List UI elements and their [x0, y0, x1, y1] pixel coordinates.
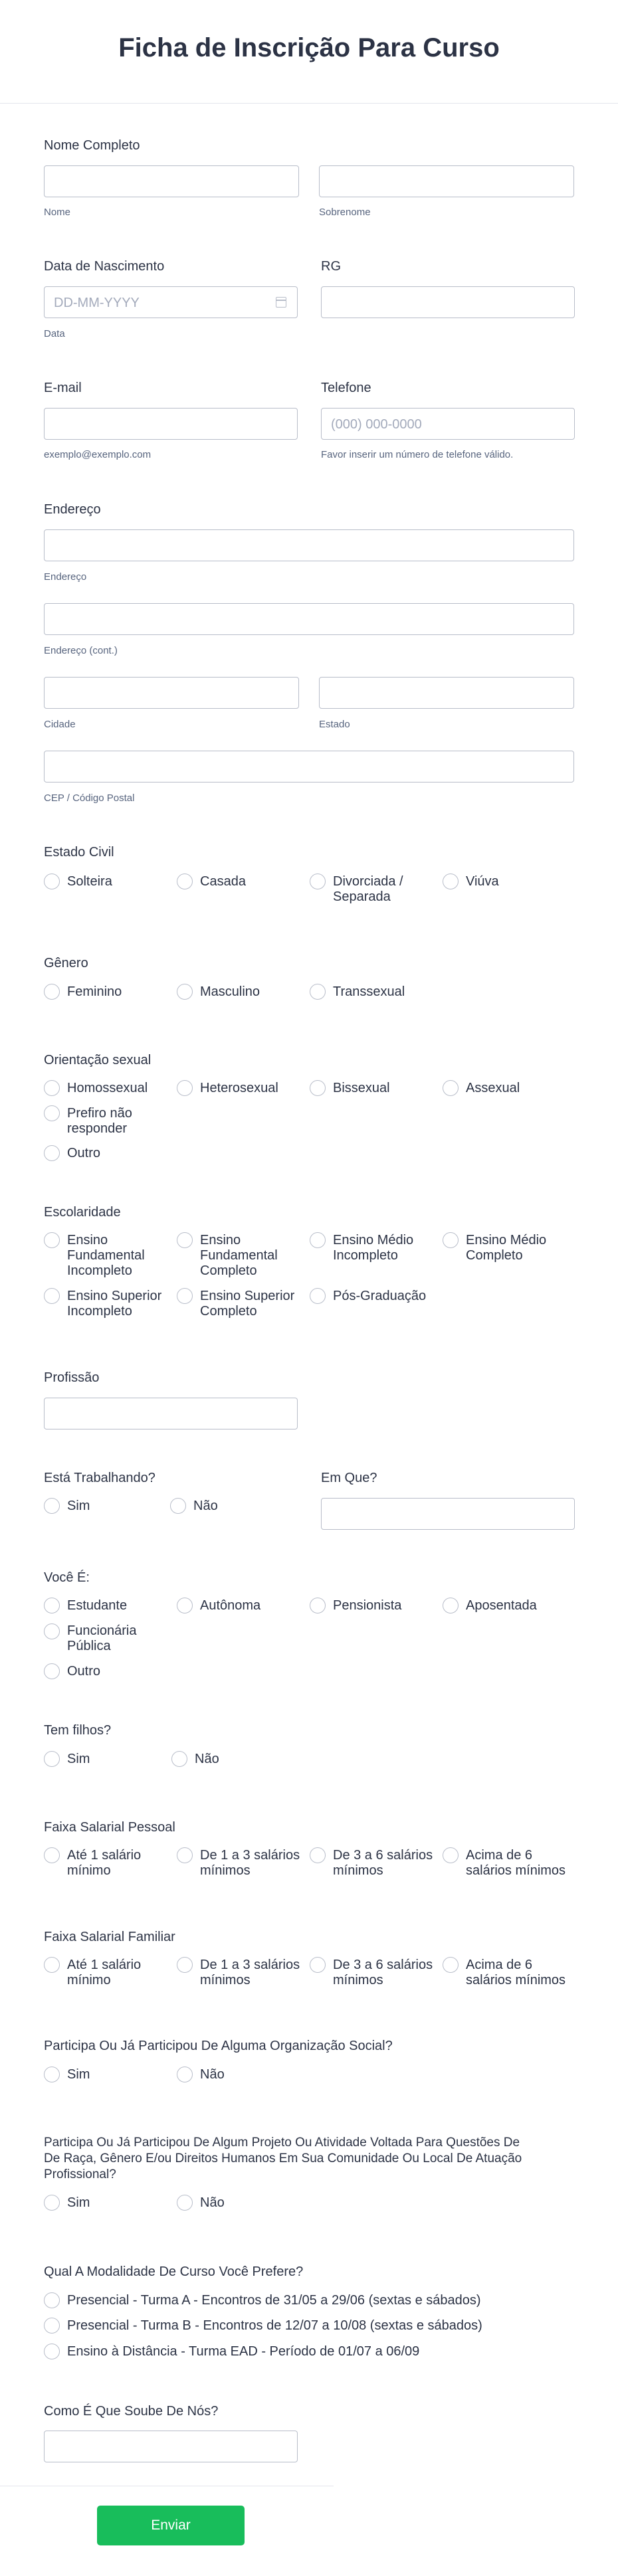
- address-label: Endereço: [44, 502, 101, 517]
- gender-feminino-label: Feminino: [67, 984, 122, 999]
- education-sup-comp-label-2: Completo: [200, 1304, 257, 1319]
- personal-salary-label: Faixa Salarial Pessoal: [44, 1820, 175, 1835]
- children-label: Tem filhos?: [44, 1723, 112, 1738]
- civil-viuva-label: Viúva: [466, 874, 499, 889]
- you-are-label: Você É:: [44, 1570, 90, 1585]
- civil-casada-label: Casada: [200, 874, 246, 889]
- education-sup-inc-label-2: Incompleto: [67, 1304, 132, 1319]
- email-sublabel: exemplo@exemplo.com: [44, 449, 152, 460]
- orientation-bissexual-label: Bissexual: [333, 1081, 390, 1095]
- you-are-autonoma-radio[interactable]: [177, 1598, 193, 1613]
- family-salary-1-label-2: mínimo: [67, 1973, 111, 1987]
- education-medio-comp-radio[interactable]: [443, 1232, 459, 1248]
- civil-solteira-radio[interactable]: [44, 874, 60, 889]
- civil-divorciada-label-2: Separada: [333, 889, 391, 904]
- you-are-estudante-radio[interactable]: [44, 1598, 60, 1613]
- working-nao-radio[interactable]: [170, 1498, 186, 1514]
- working-sim-label: Sim: [67, 1499, 90, 1513]
- family-salary-4-label: Acima de 6: [466, 1958, 533, 1972]
- family-salary-1-label: Até 1 salário: [67, 1958, 142, 1972]
- social-org-sim-label: Sim: [67, 2067, 90, 2082]
- education-sup-comp-radio[interactable]: [177, 1288, 193, 1304]
- civil-divorciada-label: Divorciada /: [333, 874, 403, 889]
- birth-date-placeholder: DD-MM-YYYY: [54, 296, 140, 310]
- city-input[interactable]: [44, 677, 299, 709]
- where-input[interactable]: [321, 1498, 575, 1530]
- address-line1-sublabel: Endereço: [44, 571, 87, 583]
- modality-b-radio[interactable]: [44, 2318, 60, 2334]
- you-are-pensionista-radio[interactable]: [310, 1598, 326, 1613]
- education-fund-comp-label-3: Completo: [200, 1263, 257, 1278]
- gender-transsexual-label: Transsexual: [333, 984, 405, 999]
- zip-sublabel: CEP / Código Postal: [44, 792, 135, 804]
- education-medio-inc-label-2: Incompleto: [333, 1248, 398, 1263]
- profession-input[interactable]: [44, 1398, 298, 1429]
- education-fund-inc-label-3: Incompleto: [67, 1263, 132, 1278]
- family-salary-4-label-2: salários mínimos: [466, 1973, 566, 1987]
- phone-label: Telefone: [321, 381, 371, 395]
- children-sim-label: Sim: [67, 1752, 90, 1766]
- working-nao-label: Não: [193, 1499, 218, 1513]
- orientation-bissexual-radio[interactable]: [310, 1080, 326, 1096]
- family-salary-label: Faixa Salarial Familiar: [44, 1930, 175, 1944]
- phone-input[interactable]: [321, 408, 575, 440]
- submit-button[interactable]: Enviar: [97, 2506, 245, 2545]
- social-org-sim-radio[interactable]: [44, 2067, 60, 2082]
- last-name-input[interactable]: [319, 165, 574, 197]
- social-org-label: Participa Ou Já Participou De Alguma Organização Social?: [44, 2039, 393, 2053]
- project-sim-radio[interactable]: [44, 2195, 60, 2211]
- orientation-homossexual-radio[interactable]: [44, 1080, 60, 1096]
- education-pos-radio[interactable]: [310, 1288, 326, 1304]
- gender-masculino-radio[interactable]: [177, 984, 193, 1000]
- city-sublabel: Cidade: [44, 719, 76, 730]
- personal-salary-2-label-2: mínimos: [200, 1863, 251, 1878]
- you-are-aposentada-label: Aposentada: [466, 1598, 537, 1613]
- orientation-assexual-radio[interactable]: [443, 1080, 459, 1096]
- personal-salary-2-radio[interactable]: [177, 1847, 193, 1863]
- orientation-prefiro-label: Prefiro não: [67, 1106, 132, 1121]
- address-line1-input[interactable]: [44, 529, 574, 561]
- education-medio-comp-label: Ensino Médio: [466, 1233, 547, 1247]
- where-label: Em Que?: [321, 1471, 377, 1485]
- orientation-homossexual-label: Homossexual: [67, 1081, 148, 1095]
- modality-a-label: Presencial - Turma A - Encontros de 31/05 a 29/06 (sextas e sábados): [67, 2293, 481, 2308]
- birth-label: Data de Nascimento: [44, 259, 165, 274]
- personal-salary-3-label: De 3 a 6 salários: [333, 1848, 433, 1863]
- you-are-aposentada-radio[interactable]: [443, 1598, 459, 1613]
- phone-sublabel: Favor inserir um número de telefone válido.: [321, 449, 514, 460]
- education-medio-comp-label-2: Completo: [466, 1248, 523, 1263]
- orientation-outro-label: Outro: [67, 1146, 101, 1160]
- modality-label: Qual A Modalidade De Curso Você Prefere?: [44, 2264, 304, 2279]
- state-input[interactable]: [319, 677, 574, 709]
- first-name-sublabel: Nome: [44, 207, 71, 218]
- birth-date-input[interactable]: [44, 286, 298, 318]
- you-are-estudante-label: Estudante: [67, 1598, 128, 1613]
- you-are-funcionaria-label-2: Pública: [67, 1639, 111, 1653]
- state-sublabel: Estado: [319, 719, 350, 730]
- phone-placeholder: (000) 000-0000: [331, 417, 422, 432]
- family-salary-3-radio[interactable]: [310, 1957, 326, 1973]
- rg-input[interactable]: [321, 286, 575, 318]
- email-input[interactable]: [44, 408, 298, 440]
- rg-label: RG: [321, 259, 341, 274]
- last-name-sublabel: Sobrenome: [319, 207, 371, 218]
- personal-salary-4-radio[interactable]: [443, 1847, 459, 1863]
- civil-divorciada-radio[interactable]: [310, 874, 326, 889]
- family-salary-3-label: De 3 a 6 salários: [333, 1958, 433, 1972]
- modality-ead-label: Ensino à Distância - Turma EAD - Período de 01/07 a 06/09: [67, 2344, 420, 2359]
- education-fund-inc-label-2: Fundamental: [67, 1248, 145, 1263]
- education-fund-inc-label: Ensino: [67, 1233, 108, 1247]
- personal-salary-3-radio[interactable]: [310, 1847, 326, 1863]
- address-line2-sublabel: Endereço (cont.): [44, 645, 118, 656]
- children-nao-radio[interactable]: [171, 1751, 187, 1767]
- you-are-pensionista-label: Pensionista: [333, 1598, 402, 1613]
- education-medio-inc-label: Ensino Médio: [333, 1233, 414, 1247]
- orientation-heterosexual-label: Heterosexual: [200, 1081, 278, 1095]
- family-salary-2-label: De 1 a 3 salários: [200, 1958, 300, 1972]
- civil-solteira-label: Solteira: [67, 874, 112, 889]
- personal-salary-1-label-2: mínimo: [67, 1863, 111, 1878]
- personal-salary-1-label: Até 1 salário: [67, 1848, 142, 1863]
- modality-b-label: Presencial - Turma B - Encontros de 12/07 a 10/08 (sextas e sábados): [67, 2318, 482, 2333]
- personal-salary-1-radio[interactable]: [44, 1847, 60, 1863]
- you-are-outro-label: Outro: [67, 1664, 101, 1679]
- gender-transsexual-radio[interactable]: [310, 984, 326, 1000]
- working-sim-radio[interactable]: [44, 1498, 60, 1514]
- birth-sublabel: Data: [44, 328, 65, 339]
- you-are-funcionaria-label: Funcionária: [67, 1623, 137, 1638]
- project-label-line2: De Raça, Gênero E/ou Direitos Humanos Em Sua Comunidade Ou Local De Atuação: [44, 2152, 522, 2165]
- working-label: Está Trabalhando?: [44, 1471, 155, 1485]
- form-title: Ficha de Inscrição Para Curso: [118, 33, 500, 62]
- civil-status-label: Estado Civil: [44, 845, 114, 860]
- education-medio-inc-radio[interactable]: [310, 1232, 326, 1248]
- first-name-input[interactable]: [44, 165, 299, 197]
- project-sim-label: Sim: [67, 2195, 90, 2210]
- civil-viuva-radio[interactable]: [443, 874, 459, 889]
- social-org-nao-radio[interactable]: [177, 2067, 193, 2082]
- education-fund-inc-radio[interactable]: [44, 1232, 60, 1248]
- education-pos-label: Pós-Graduação: [333, 1289, 427, 1303]
- form-header: [0, 0, 618, 104]
- family-salary-2-label-2: mínimos: [200, 1973, 251, 1987]
- you-are-funcionaria-radio[interactable]: [44, 1623, 60, 1639]
- name-label: Nome Completo: [44, 138, 140, 153]
- project-label-line1: Participa Ou Já Participou De Algum Projeto Ou Atividade Voltada Para Questões De: [44, 2136, 520, 2150]
- children-nao-label: Não: [195, 1752, 219, 1766]
- orientation-label: Orientação sexual: [44, 1053, 152, 1067]
- education-fund-comp-label-2: Fundamental: [200, 1248, 278, 1263]
- modality-ead-radio[interactable]: [44, 2344, 60, 2359]
- family-salary-4-radio[interactable]: [443, 1957, 459, 1973]
- family-salary-1-radio[interactable]: [44, 1957, 60, 1973]
- personal-salary-2-label: De 1 a 3 salários: [200, 1848, 300, 1863]
- orientation-outro-radio[interactable]: [44, 1145, 60, 1161]
- email-label: E-mail: [44, 381, 82, 395]
- profession-label: Profissão: [44, 1370, 100, 1385]
- you-are-outro-radio[interactable]: [44, 1663, 60, 1679]
- you-are-autonoma-label: Autônoma: [200, 1598, 261, 1613]
- education-fund-comp-radio[interactable]: [177, 1232, 193, 1248]
- education-sup-comp-label: Ensino Superior: [200, 1289, 295, 1303]
- personal-salary-3-label-2: mínimos: [333, 1863, 383, 1878]
- gender-feminino-radio[interactable]: [44, 984, 60, 1000]
- calendar-icon[interactable]: [276, 297, 286, 308]
- gender-masculino-label: Masculino: [200, 984, 260, 999]
- project-nao-radio[interactable]: [177, 2195, 193, 2211]
- orientation-prefiro-radio[interactable]: [44, 1105, 60, 1121]
- education-fund-comp-label: Ensino: [200, 1233, 241, 1247]
- orientation-prefiro-label-2: responder: [67, 1121, 128, 1136]
- education-sup-inc-label: Ensino Superior: [67, 1289, 162, 1303]
- orientation-assexual-label: Assexual: [466, 1081, 520, 1095]
- education-sup-inc-radio[interactable]: [44, 1288, 60, 1304]
- source-label: Como É Que Soube De Nós?: [44, 2404, 219, 2419]
- source-input[interactable]: [44, 2431, 298, 2462]
- education-label: Escolaridade: [44, 1205, 121, 1220]
- orientation-heterosexual-radio[interactable]: [177, 1080, 193, 1096]
- social-org-nao-label: Não: [200, 2067, 225, 2082]
- children-sim-radio[interactable]: [44, 1751, 60, 1767]
- project-label-line3: Profissional?: [44, 2167, 116, 2181]
- personal-salary-4-label-2: salários mínimos: [466, 1863, 566, 1878]
- gender-label: Gênero: [44, 956, 88, 970]
- personal-salary-4-label: Acima de 6: [466, 1848, 533, 1863]
- civil-casada-radio[interactable]: [177, 874, 193, 889]
- modality-a-radio[interactable]: [44, 2292, 60, 2308]
- family-salary-3-label-2: mínimos: [333, 1973, 383, 1987]
- project-nao-label: Não: [200, 2195, 225, 2210]
- zip-input[interactable]: [44, 751, 574, 782]
- family-salary-2-radio[interactable]: [177, 1957, 193, 1973]
- address-line2-input[interactable]: [44, 603, 574, 635]
